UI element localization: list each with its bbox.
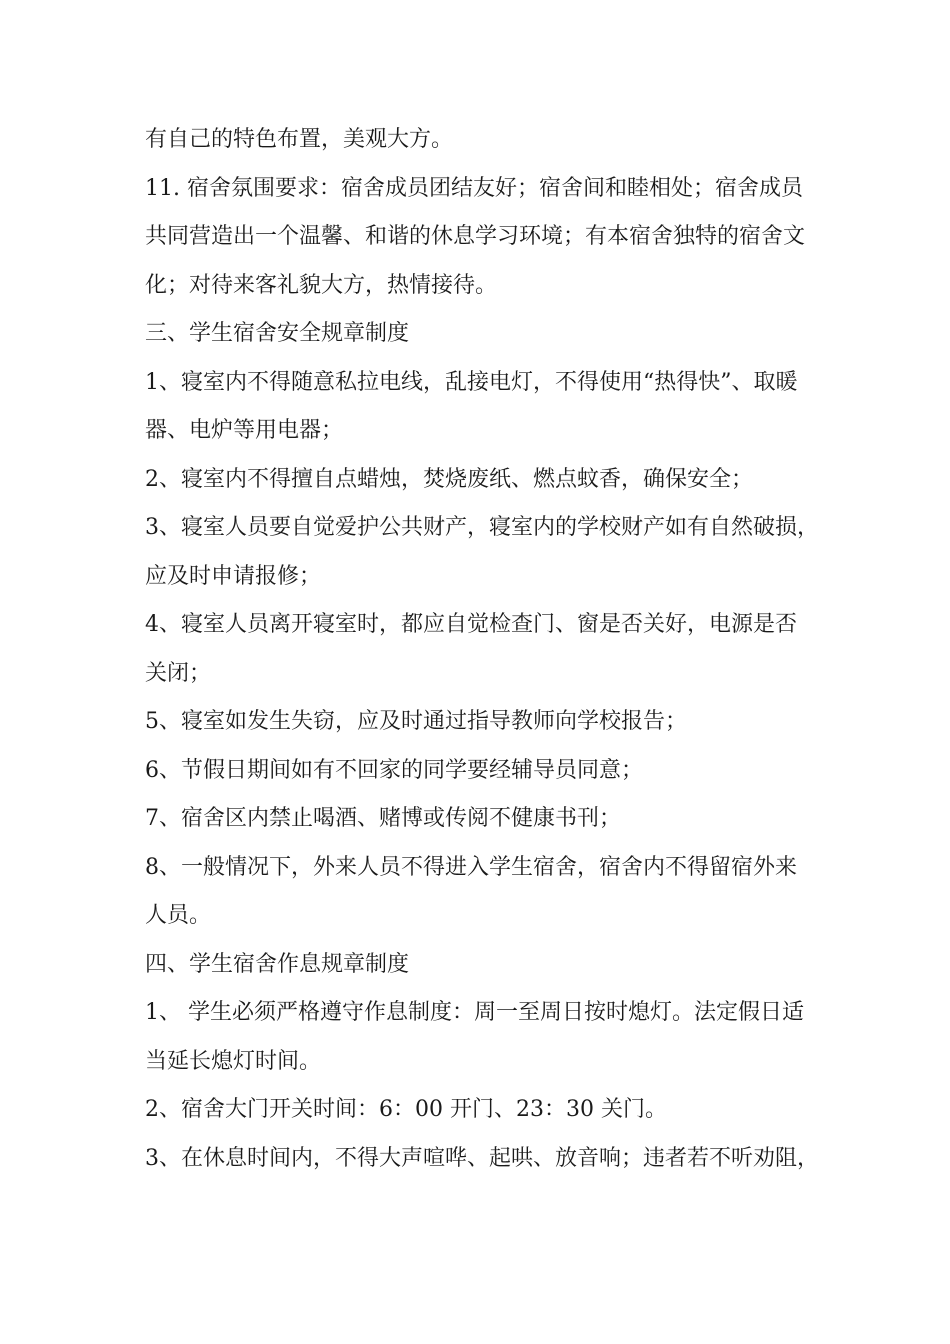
text-line: 6、节假日期间如有不回家的同学要经辅导员同意；: [145, 757, 643, 783]
text-line: 3、在休息时间内，不得大声喧哗、起哄、放音响；违者若不听劝阻，: [145, 1145, 819, 1171]
text-line: 7、宿舍区内禁止喝酒、赌博或传阅不健康书刊；: [145, 806, 621, 831]
text-line: 4、寝室人员离开寝室时，都应自觉检查门、窗是否关好，电源是否: [145, 612, 797, 637]
text-line: 8、一般情况下，外来人员不得进入学生宿舍，宿舍内不得留宿外来: [145, 854, 797, 880]
text-line: 应及时申请报修；: [145, 563, 322, 589]
text-line: 器、电炉等用电器；: [145, 418, 344, 443]
text-line: 人员。: [145, 903, 212, 928]
text-line: 2、寝室内不得擅自点蜡烛，焚烧废纸、燃点蚊香，确保安全；: [145, 466, 753, 492]
text-line: 3、寝室人员要自觉爱护公共财产，寝室内的学校财产如有自然破损，: [145, 515, 819, 540]
text-line: 共同营造出一个温馨、和谐的休息学习环境；有本宿舍独特的宿舍文: [145, 224, 806, 249]
section-heading: 三、学生宿舍安全规章制度: [145, 321, 410, 346]
text-line: 1、寝室内不得随意私拉电线，乱接电灯，不得使用“热得快”、取暖: [145, 369, 798, 395]
document-body: [145, 116, 819, 1183]
text-line: 当延长熄灯时间。: [145, 1048, 322, 1074]
text-line: 11. 宿舍氛围要求：宿舍成员团结友好；宿舍间和睦相处；宿舍成员: [145, 175, 803, 201]
text-line: 有自己的特色布置，美观大方。: [145, 127, 454, 152]
text-line: 关闭；: [145, 660, 212, 686]
text-line: 化；对待来客礼貌大方，热情接待。: [145, 272, 498, 298]
text-line: 2、宿舍大门开关时间：6：00 开门、23：30 关门。: [145, 1097, 667, 1122]
text-line: 5、寝室如发生失窃，应及时通过指导教师向学校报告；: [145, 709, 687, 734]
text-line: 1、 学生必须严格遵守作息制度：周一至周日按时熄灯。法定假日适: [145, 1000, 804, 1025]
section-heading: 四、学生宿舍作息规章制度: [145, 951, 410, 977]
